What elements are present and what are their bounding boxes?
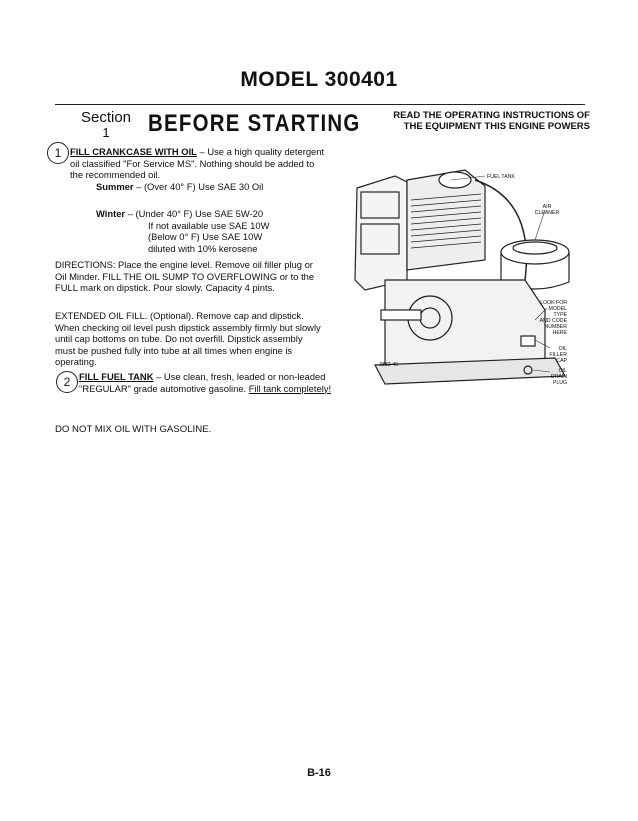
directions-paragraph: DIRECTIONS: Place the engine level. Remove oil filler plug or Oil Minder. FILL THE OIL SUMP TO OVERFLOWING or to the FULL mark on dipstick. Pour slowly. Capacity 4 pints. — [55, 259, 315, 293]
label-oil-filler-line-2: FILLER — [549, 352, 567, 358]
page-title: MODEL 300401 — [240, 68, 398, 91]
summer-text: – (Over 40° F) Use SAE 30 Oil — [133, 181, 264, 192]
label-air-cleaner-line-1: AIR — [542, 204, 552, 210]
step-2-emphasis: Fill tank completely! — [248, 382, 332, 394]
summer-oil-spec — [96, 181, 336, 193]
step-1-text — [70, 146, 328, 181]
label-look-for-model — [537, 300, 567, 336]
step-1-title: FILL CRANKCASE WITH OIL — [70, 146, 197, 157]
step-2-title: FILL FUEL TANK — [79, 371, 154, 382]
label-oil-drain-plug — [545, 368, 567, 386]
winter-label: Winter — [96, 208, 126, 219]
label-look-for-line-5: NUMBER — [544, 324, 567, 330]
final-warning: DO NOT MIX OIL WITH GASOLINE. — [55, 424, 212, 435]
section-label — [80, 110, 132, 140]
header-rule — [55, 104, 585, 105]
summer-label: Summer — [96, 181, 134, 192]
winter-line-3: (Below 0° F) Use SAE 10W — [148, 231, 263, 242]
figure-code: 3882-46 — [379, 362, 399, 368]
winter-line-4: diluted with 10% kerosene — [148, 242, 258, 254]
section-heading: BEFORE STARTING — [148, 110, 361, 137]
read-instructions-note: READ THE OPERATING INSTRUCTIONS OF THE EQUIPMENT THIS ENGINE POWERS — [393, 110, 590, 132]
label-oil-filler-line-3: CAP — [556, 358, 567, 364]
label-look-for-line-2: MODEL — [548, 306, 567, 312]
winter-line-1: – (Under 40° F) Use SAE 5W-20 — [125, 208, 264, 219]
step-2-body: – Use clean, fresh, leaded or non-leaded "REGULAR" grade automotive gasoline. — [79, 371, 326, 394]
label-look-for-line-3: TYPE — [553, 312, 567, 318]
page-number: B-16 — [307, 767, 331, 779]
label-fuel-tank: FUEL TANK — [487, 174, 515, 180]
extended-oil-fill-paragraph: EXTENDED OIL FILL. (Optional). Remove cap and dipstick. When checking oil level push dipstick assembly firmly but slowly until cap bottoms on tube. Do not overfill. Dipstick assembly must be pushed fully into tube at all times when engine is operating. — [55, 310, 321, 367]
engine-illustration — [345, 140, 585, 400]
section-word: Section — [80, 109, 132, 126]
step-1-body: – Use a high quality detergent oil classified "For Service MS". Nothing should be added to the recommended oil. — [70, 146, 325, 180]
winter-oil-spec — [96, 208, 336, 254]
label-look-for-line-1: LOOK FOR — [540, 300, 567, 306]
label-air-cleaner-line-2: CLEANER — [534, 210, 560, 216]
section-number: 1 — [102, 125, 110, 140]
label-oil-drain-line-3: PLUG — [552, 380, 567, 386]
winter-line-2: If not available use SAE 10W — [148, 219, 270, 231]
step-2-circle: 2 — [56, 371, 78, 393]
label-oil-filler-line-1: OIL — [558, 346, 567, 352]
label-look-for-line-4: AND CODE — [539, 318, 567, 324]
label-look-for-line-6: HERE — [552, 330, 567, 336]
step-2-text — [79, 371, 333, 394]
label-oil-filler-cap — [543, 346, 567, 364]
step-1-circle: 1 — [47, 142, 69, 164]
label-oil-drain-line-2: DRAIN — [550, 374, 567, 380]
label-air-cleaner — [531, 204, 563, 216]
label-oil-drain-line-1: OIL — [558, 368, 567, 374]
